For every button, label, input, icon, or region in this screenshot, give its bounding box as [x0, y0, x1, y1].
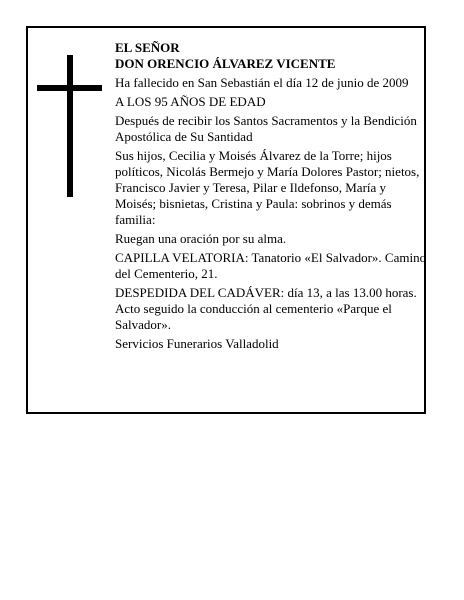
- death-announcement: Ha fallecido en San Sebastián el día 12 de junio de 2009: [115, 75, 409, 90]
- cross-horizontal-bar: [37, 85, 102, 91]
- obituary-notice: [26, 26, 426, 414]
- family-list: Sus hijos, Cecilia y Moisés Álvarez de la Torre; hijos políticos, Nicolás Bermejo y María Dolores Pastor; nietos, Francisco Javier y Teresa, Pilar e Ildefonso, María y Moisés; bisnietas, Cristina y Paula: sobrinos y demás familia:: [115, 148, 420, 227]
- obituary-text: [115, 40, 430, 355]
- deceased-name: DON ORENCIO ÁLVAREZ VICENTE: [115, 56, 336, 71]
- cross-vertical-bar: [67, 55, 73, 197]
- farewell-info: DESPEDIDA DEL CADÁVER: día 13, a las 13.00 horas. Acto seguido la conducción al cementerio «Parque el Salvador».: [115, 285, 417, 332]
- chapel-info: CAPILLA VELATORIA: Tanatorio «El Salvador». Camino del Cementerio, 21.: [115, 250, 427, 281]
- funeral-home: Servicios Funerarios Valladolid: [115, 336, 279, 351]
- prayer-request: Ruegan una oración por su alma.: [115, 231, 287, 246]
- deceased-title: EL SEÑOR: [115, 40, 180, 55]
- age-line: A LOS 95 AÑOS DE EDAD: [115, 94, 266, 109]
- sacraments-line: Después de recibir los Santos Sacramentos y la Bendición Apostólica de Su Santidad: [115, 113, 417, 144]
